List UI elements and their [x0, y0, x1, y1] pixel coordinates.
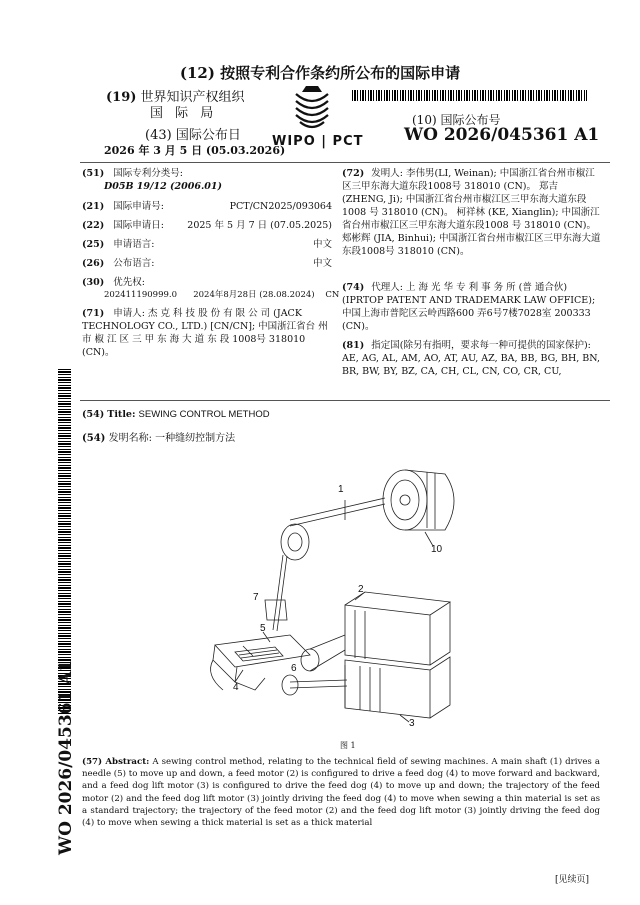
callout-1: 1 [338, 484, 344, 495]
callout-2: 2 [358, 584, 364, 595]
field-71 [82, 307, 332, 359]
field-value: D05B 19/12 (2006.01) [104, 181, 222, 192]
feed-motor-drawing [345, 592, 450, 665]
pub-number: WO 2026/045361 A1 [404, 125, 600, 145]
pub-date-label: (43) 国际公布日 [145, 128, 241, 143]
field-code: (71) [82, 308, 105, 319]
field-value: AE, AG, AL, AM, AO, AT, AU, AZ, BA, BB, BG, BH, BN, BR, BW, BY, BZ, CA, CH, CL, CN, CO, CR, CU, [342, 353, 600, 377]
abstract-label: (57) Abstract: [82, 757, 150, 767]
callout-4: 4 [233, 682, 239, 693]
field-label: 国际申请号: [113, 201, 164, 212]
title-zh [82, 429, 235, 444]
title-zh-value: 一种缝纫控制方法 [155, 433, 236, 444]
callout-10: 10 [431, 544, 443, 555]
wipo-pct-wordmark: WIPO | PCT [272, 134, 364, 149]
pub-no-label: (10) 国际公布号 [412, 113, 501, 127]
callout-6: 6 [291, 663, 297, 674]
title-en-code: (54) [82, 409, 105, 420]
field-value: 杰 克 科 技 股 份 有 限 公 司 (JACK TECHNOLOGY CO., LTD.) [CN/CN]; 中国浙江省台 州 市 椒 江 区 三 甲 东 海 大 道 东 段 1008号 318010 (CN)。 [82, 308, 328, 358]
title-en-value: SEWING CONTROL METHOD [138, 409, 270, 420]
field-code: (25) [82, 239, 105, 250]
figure-caption: 图 1 [340, 741, 356, 750]
field-code: (30) [82, 277, 105, 288]
title-zh-label: 发明名称: [108, 433, 152, 444]
pub-date: 2026 年 3 月 5 日 (05.03.2026) [104, 144, 286, 157]
field-value: 上 海 光 华 专 利 事 务 所 (普 通合伙) (IPRTOP PATENT AND TRADEMARK LAW OFFICE); 中国上海市普陀区云岭西路600 弄6号7楼7028室 200333 (CN)。 [342, 282, 596, 332]
abstract-text: A sewing control method, relating to the technical field of sewing machines. A main shaft (1) drives a needle (5) to move up and down, a feed motor (2) is configured to drive a feed dog (4) to move forward and backward, and a feed dog lift motor (3) is configured to drive the feed dog (4) to move up and down; the trajectory of the feed motor (2) and the feed dog lift motor (3) jointly driving the feed dog (4) to move when sewing a thin material is set as a standard trajectory; the trajectory of the feed motor (2) and the feed dog lift motor (3) jointly driving the feed dog (4) to move when sewing a thick material is set as a thick material [82, 757, 600, 829]
field-72 [342, 167, 604, 258]
callout-7: 7 [253, 592, 259, 603]
field-code: (22) [82, 220, 105, 231]
continued-note: [见续页] [555, 875, 590, 885]
field-81 [342, 339, 604, 378]
callout-5: 5 [260, 623, 266, 634]
field-value: 李伟男(LI, Weinan); 中国浙江省台州市椒江区三甲东海大道东段1008号 318010 (CN)。 郑吉 (ZHENG, Ji); 中国浙江省台州市椒江区三甲东海大道东段1008 号 318010 (CN)。 柯祥林 (KE, Xianglin); 中国浙江省台州市椒江区三甲东海大道东段1008 号 318010 (CN)。 郏彬辉 (JIA, Binhui); 中国浙江省台州市椒江区三甲东海大道东段1008号 318010 (CN)。 [342, 168, 601, 257]
biblio-divider [80, 400, 610, 401]
org-name: 世界知识产权组织 [140, 90, 245, 105]
field-51 [82, 167, 332, 193]
field-22 [82, 219, 332, 232]
field-code: (74) [342, 282, 365, 293]
abstract [82, 756, 600, 829]
field-21 [82, 200, 332, 213]
org-sub: 国 际 局 [150, 106, 218, 121]
lift-motor-drawing [345, 657, 450, 718]
field-label: 公布语言: [113, 258, 155, 269]
field-label: 国际专利分类号: [113, 168, 183, 179]
barcode-top-icon [352, 90, 587, 101]
document-title: (12) 按照专利合作条约所公布的国际申请 [179, 64, 461, 82]
side-pub-number: WO 2026/045361 A1 [56, 659, 76, 855]
field-code: (81) [342, 340, 365, 351]
field-label: 指定国(除另有指明，要求每一种可提供的国家保护): [371, 340, 591, 351]
wipo-logo-icon [292, 84, 332, 138]
field-code: (51) [82, 168, 105, 179]
field-30 [82, 276, 340, 302]
header-divider [80, 162, 610, 163]
field-label: 优先权: [113, 277, 145, 288]
title-en [82, 409, 270, 420]
field-label: 申请人: [113, 308, 145, 319]
field-label: 发明人: [371, 168, 403, 179]
field-value: 202411190999.0 2024年8月28日 (28.08.2024) CN [104, 290, 340, 300]
field-code: (26) [82, 258, 105, 269]
org-code: (19) [106, 90, 137, 105]
field-26 [82, 257, 332, 270]
field-value: 2025 年 5 月 7 日 (07.05.2025) [187, 220, 332, 231]
callout-3: 3 [409, 718, 415, 729]
patent-figure [195, 460, 475, 739]
field-label: 申请语言: [113, 239, 155, 250]
field-value: PCT/CN2025/093064 [229, 201, 332, 212]
field-label: 国际申请日: [113, 220, 164, 231]
field-value: 中文 [312, 258, 332, 269]
title-en-label: Title: [107, 409, 136, 420]
field-label: 代理人: [371, 282, 403, 293]
field-74 [342, 281, 604, 333]
main-motor-drawing [383, 470, 454, 530]
field-code: (72) [342, 168, 365, 179]
title-zh-code: (54) [82, 433, 106, 444]
field-value: 中文 [312, 239, 332, 250]
field-25 [82, 238, 332, 251]
field-code: (21) [82, 201, 105, 212]
